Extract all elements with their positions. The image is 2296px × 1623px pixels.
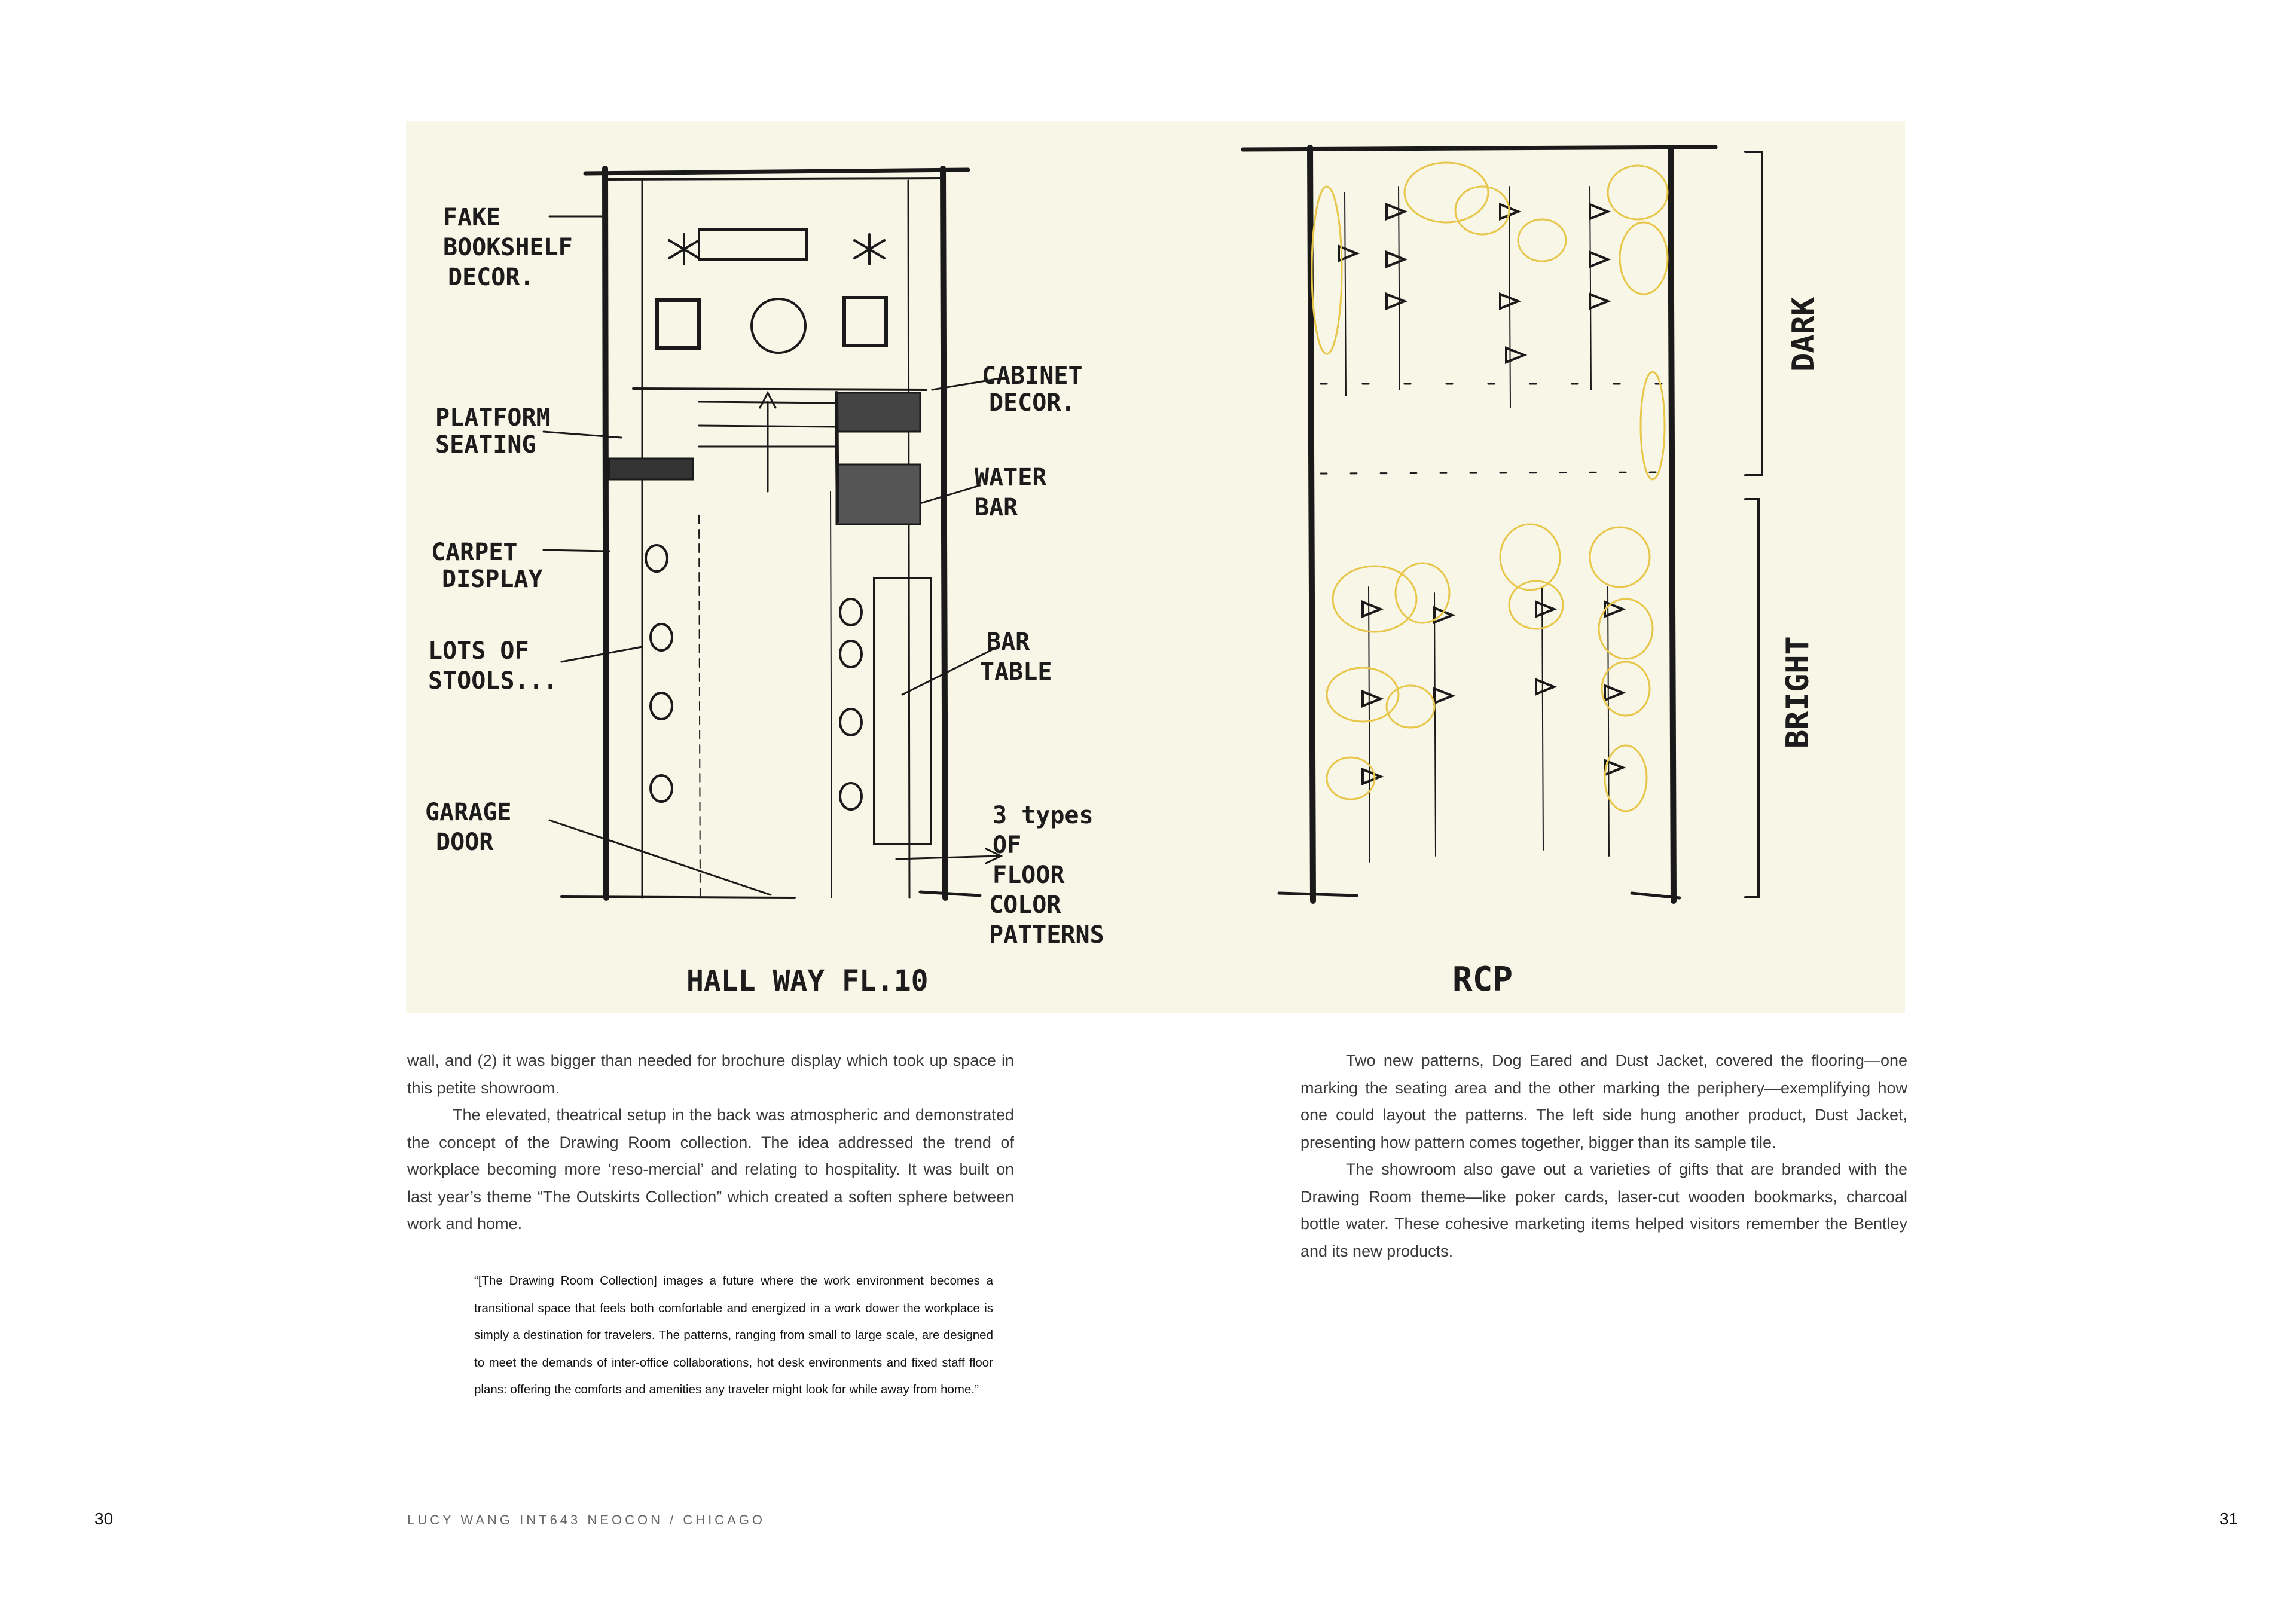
running-footer: LUCY WANG INT643 NEOCON / CHICAGO xyxy=(407,1512,765,1527)
body-paragraph: wall, and (2) it was bigger than needed for brochure display which took up space in this petite showroom. xyxy=(407,1052,1014,1097)
label-garage-2: DOOR xyxy=(436,829,494,856)
floor-plan-sketch xyxy=(406,121,1905,1013)
left-plan-title: HALL WAY FL.10 xyxy=(686,964,929,998)
label-carpet-2: DISPLAY xyxy=(442,566,543,593)
right-plan-walls xyxy=(1243,147,1715,901)
body-paragraph: The elevated, theatrical setup in the back was atmospheric and demonstrated the concept of the Drawing Room collection. The idea addressed the trend of workplace becoming more ‘reso-mercial’ and relating to hospitality. It was built on last year’s theme “The Outskirts Collection” which created a soften sphere between work and home. xyxy=(407,1106,1014,1233)
label-fake-bookshelf-1: FAKE xyxy=(443,204,501,231)
left-plan-walls xyxy=(561,169,980,898)
label-fake-bookshelf-3: DECOR. xyxy=(448,264,535,291)
sketch-drawing xyxy=(406,121,1905,1013)
body-paragraph: Two new patterns, Dog Eared and Dust Jacket, covered the flooring—one marking the seating area and the other marking the periphery—exemplifying how one could layout the patterns. The left side hung another product, Dust Jacket, presenting how pattern comes together, bigger than its sample tile. xyxy=(1300,1052,1907,1151)
label-water-bar-1: WATER xyxy=(975,464,1047,491)
right-plan-title: RCP xyxy=(1452,960,1513,999)
label-garage-1: GARAGE xyxy=(425,799,512,826)
label-carpet-1: CARPET xyxy=(431,539,518,566)
label-floor-1: 3 types xyxy=(993,802,1094,829)
left-text-column xyxy=(407,1047,1014,1238)
label-floor-5: PATTERNS xyxy=(989,921,1104,949)
zone-dark-label: DARK xyxy=(1786,297,1822,372)
label-stools-2: STOOLS... xyxy=(428,667,558,695)
right-text-column xyxy=(1300,1047,1907,1265)
label-floor-2: OF xyxy=(993,832,1022,859)
page-number-right: 31 xyxy=(2219,1509,2239,1528)
label-cabinet-2: DECOR. xyxy=(989,389,1076,417)
page-number-left: 30 xyxy=(94,1509,114,1528)
label-stools-1: LOTS OF xyxy=(428,637,529,665)
label-fake-bookshelf-2: BOOKSHELF xyxy=(443,234,573,261)
block-quote: “[The Drawing Room Collection] images a future where the work environment becomes a transitional space that feels both comfortable and energized in a work dower the workplace is simply a destination for travelers. The patterns, ranging from small to large scale, are designed to meet the demands of inter-office collaborations, hot desk environments and fixed staff floor plans: offering the comforts and amenities any traveler might look for while away from home.” xyxy=(474,1274,993,1396)
label-bar-table-1: BAR xyxy=(987,628,1030,656)
label-platform-2: SEATING xyxy=(435,431,536,459)
body-paragraph: The showroom also gave out a varieties of gifts that are branded with the Drawing Room theme—like poker cards, laser-cut wooden bookmarks, charcoal bottle water. These cohesive marketing items helped visitors remember the Bentley and its new products. xyxy=(1300,1160,1907,1260)
label-water-bar-2: BAR xyxy=(975,494,1018,521)
label-floor-3: FLOOR xyxy=(993,861,1065,889)
zone-bright-label: BRIGHT xyxy=(1780,636,1816,748)
lighting-scribbles xyxy=(1312,163,1668,811)
label-cabinet-1: CABINET xyxy=(982,362,1083,390)
left-plan-labels xyxy=(425,204,1104,998)
label-platform-1: PLATFORM xyxy=(435,404,551,432)
label-floor-4: COLOR xyxy=(989,891,1061,919)
label-bar-table-2: TABLE xyxy=(980,658,1052,686)
